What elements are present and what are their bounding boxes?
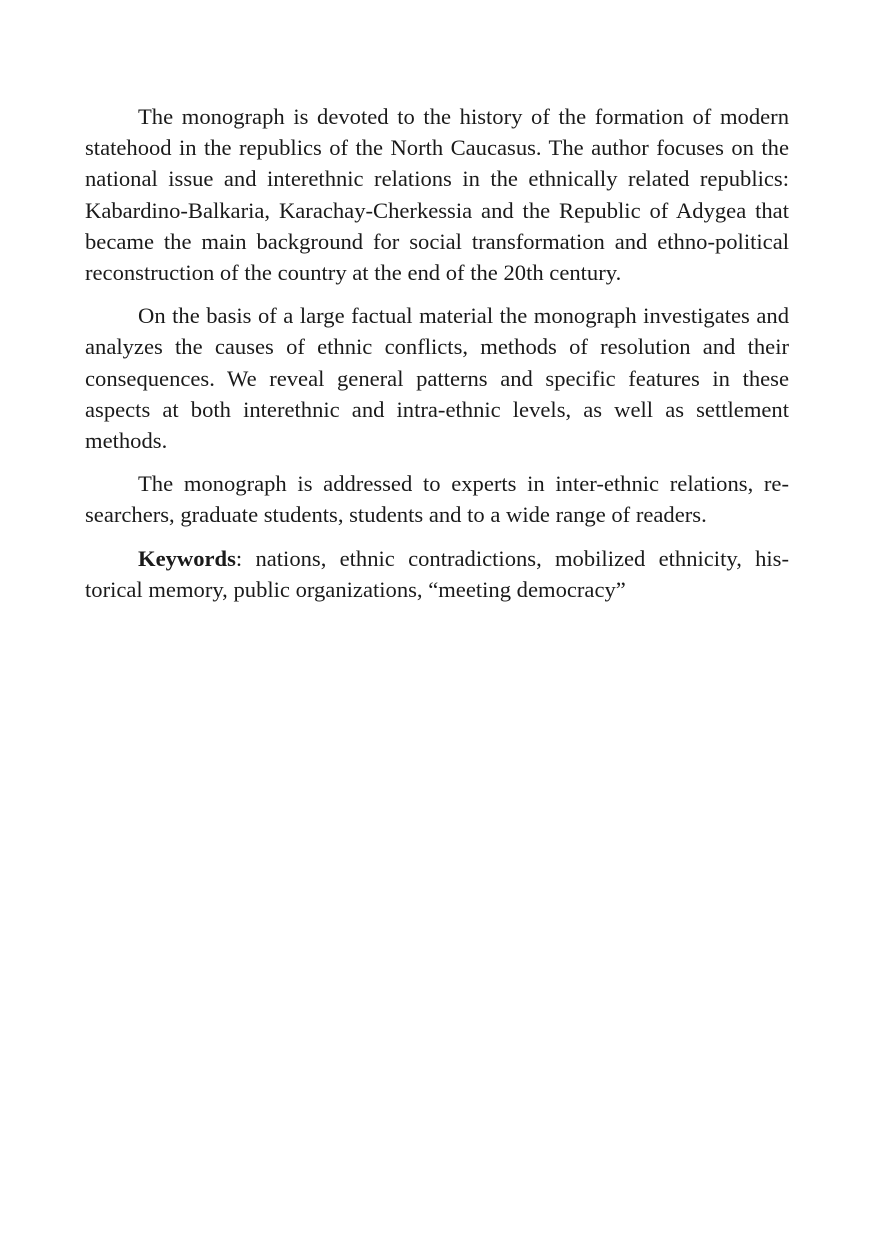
abstract-paragraph: On the basis of a large factual material the monograph investigates and analyzes the causes of ethnic conflicts, methods of resolution and their consequences. We reveal general patterns and specific features in these aspects at both interethnic and intra-ethnic levels, as well as settlement methods. [85,303,789,454]
abstract-paragraph: The monograph is addressed to experts in inter-ethnic relations, researchers, graduate students, students and to a wide range of readers. [85,471,789,528]
abstract-paragraph: The monograph is devoted to the history of the formation of modern statehood in the republics of the North Caucasus. The author focuses on the national issue and interethnic relations in the ethnically related republics: Kabardino-Balkaria, Karachay-Cherkessia and the Republic of Adygea that became the main background for social transformation and ethno-political reconstruction of the country at the end of the 20th century. [85,104,789,286]
keywords-paragraph [85,543,789,605]
abstract-text [85,101,789,617]
keywords-list: : nations, ethnic contradictions, mobilized ethnicity, historical memory, public organizations, “meeting democracy” [85,545,789,602]
keywords-label: Keywords [138,545,236,571]
